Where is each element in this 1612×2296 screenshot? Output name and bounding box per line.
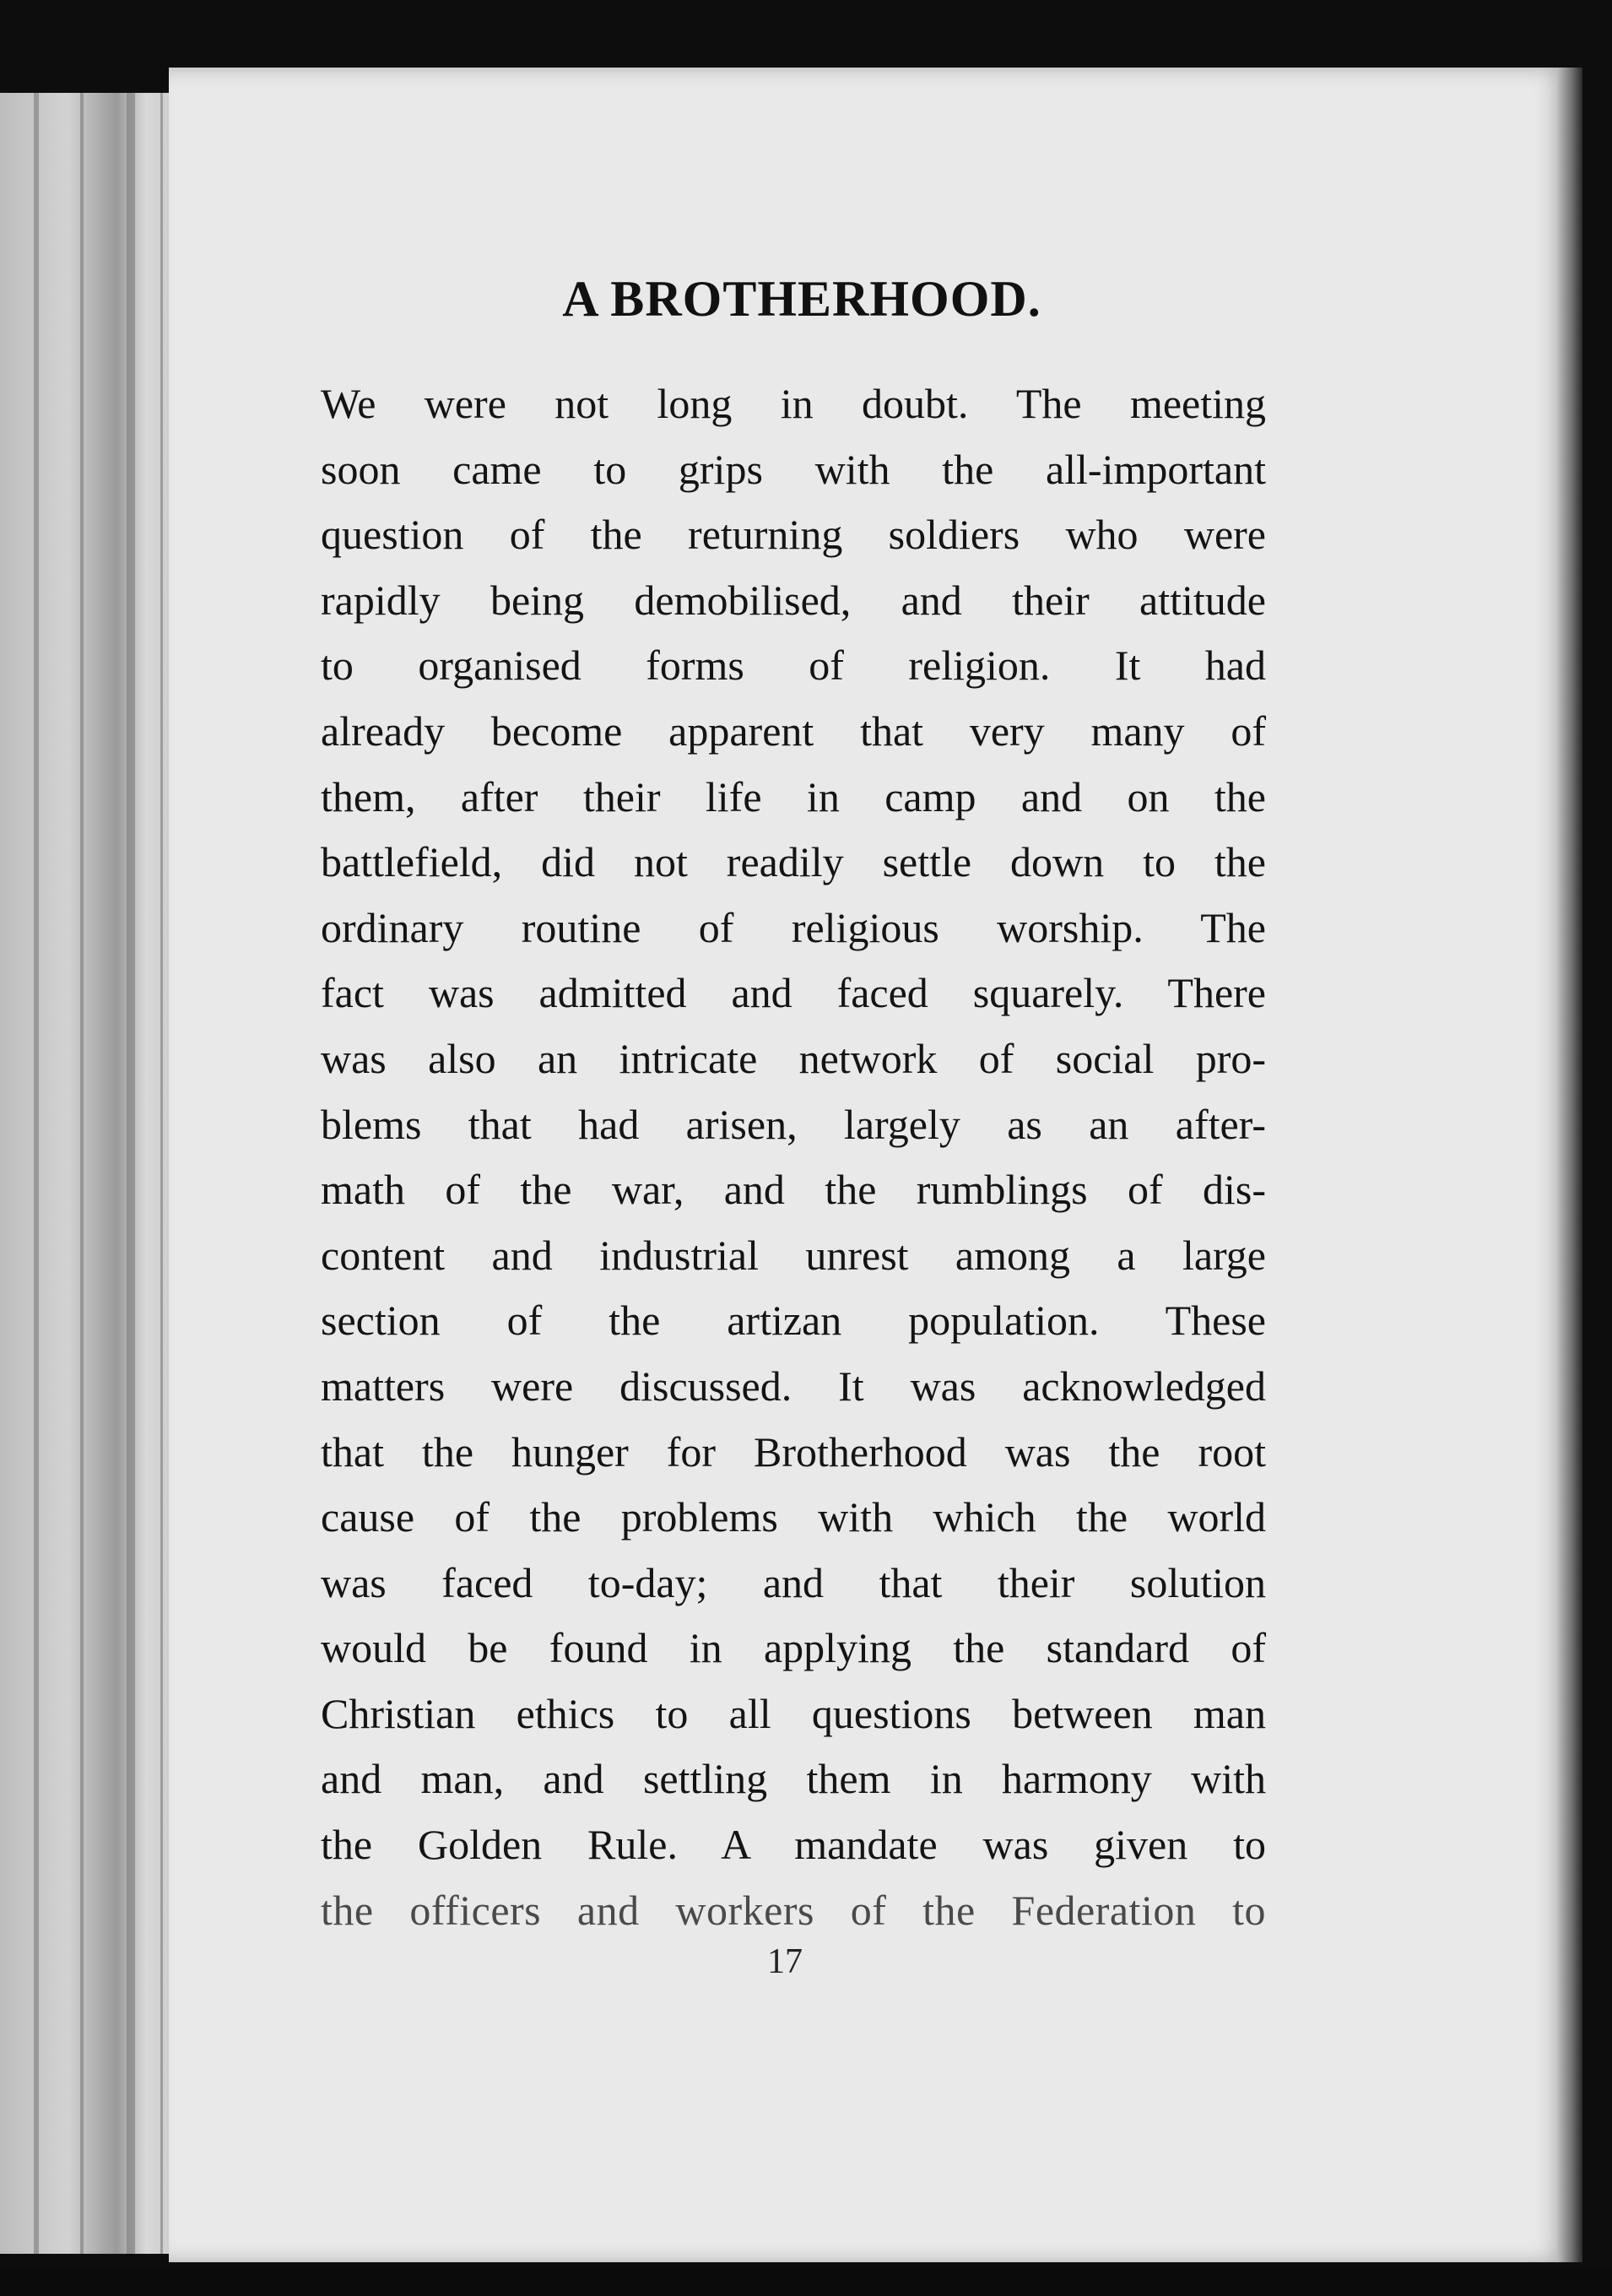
scan-bottom-border	[0, 2271, 1612, 2296]
text-line: question of the returning soldiers who were	[321, 511, 1266, 559]
text-line: was faced to-day; and that their solution	[321, 1558, 1266, 1606]
text-line: already become apparent that very many of	[321, 707, 1266, 755]
text-line: would be found in applying the standard of	[321, 1624, 1266, 1672]
text-line: that the hunger for Brotherhood was the root	[321, 1427, 1266, 1476]
text-line: battlefield, did not readily settle down to the	[321, 838, 1266, 886]
text-line: the Golden Rule. A mandate was given to	[321, 1821, 1266, 1869]
text-line: was also an intricate network of social pro-	[321, 1034, 1266, 1082]
text-line: the officers and workers of the Federation to	[321, 1886, 1266, 1934]
text-line: blems that had arisen, largely as an after-	[321, 1100, 1266, 1148]
chapter-heading: A BROTHERHOOD.	[562, 271, 1041, 327]
text-line: them, after their life in camp and on the	[321, 772, 1266, 820]
text-line: cause of the problems with which the world	[321, 1493, 1266, 1541]
text-line: ordinary routine of religious worship. The	[321, 903, 1266, 951]
body-text	[321, 371, 1266, 1943]
text-line: to organised forms of religion. It had	[321, 642, 1266, 690]
page-number: 17	[767, 1942, 803, 1981]
page-right-edge-shadow	[1557, 68, 1582, 2262]
text-line: soon came to grips with the all-important	[321, 445, 1266, 493]
text-line: and man, and settling them in harmony with	[321, 1755, 1266, 1803]
text-line: section of the artizan population. These	[321, 1297, 1266, 1345]
text-line: matters were discussed. It was acknowledged	[321, 1362, 1266, 1410]
text-line: Christian ethics to all questions between man	[321, 1689, 1266, 1737]
book-binding-edge	[0, 93, 194, 2254]
text-line: rapidly being demobilised, and their attitude	[321, 576, 1266, 624]
text-line: fact was admitted and faced squarely. There	[321, 969, 1266, 1017]
text-line: We were not long in doubt. The meeting	[321, 380, 1266, 427]
text-line: math of the war, and the rumblings of dis-	[321, 1166, 1266, 1214]
text-line: content and industrial unrest among a large	[321, 1231, 1266, 1279]
